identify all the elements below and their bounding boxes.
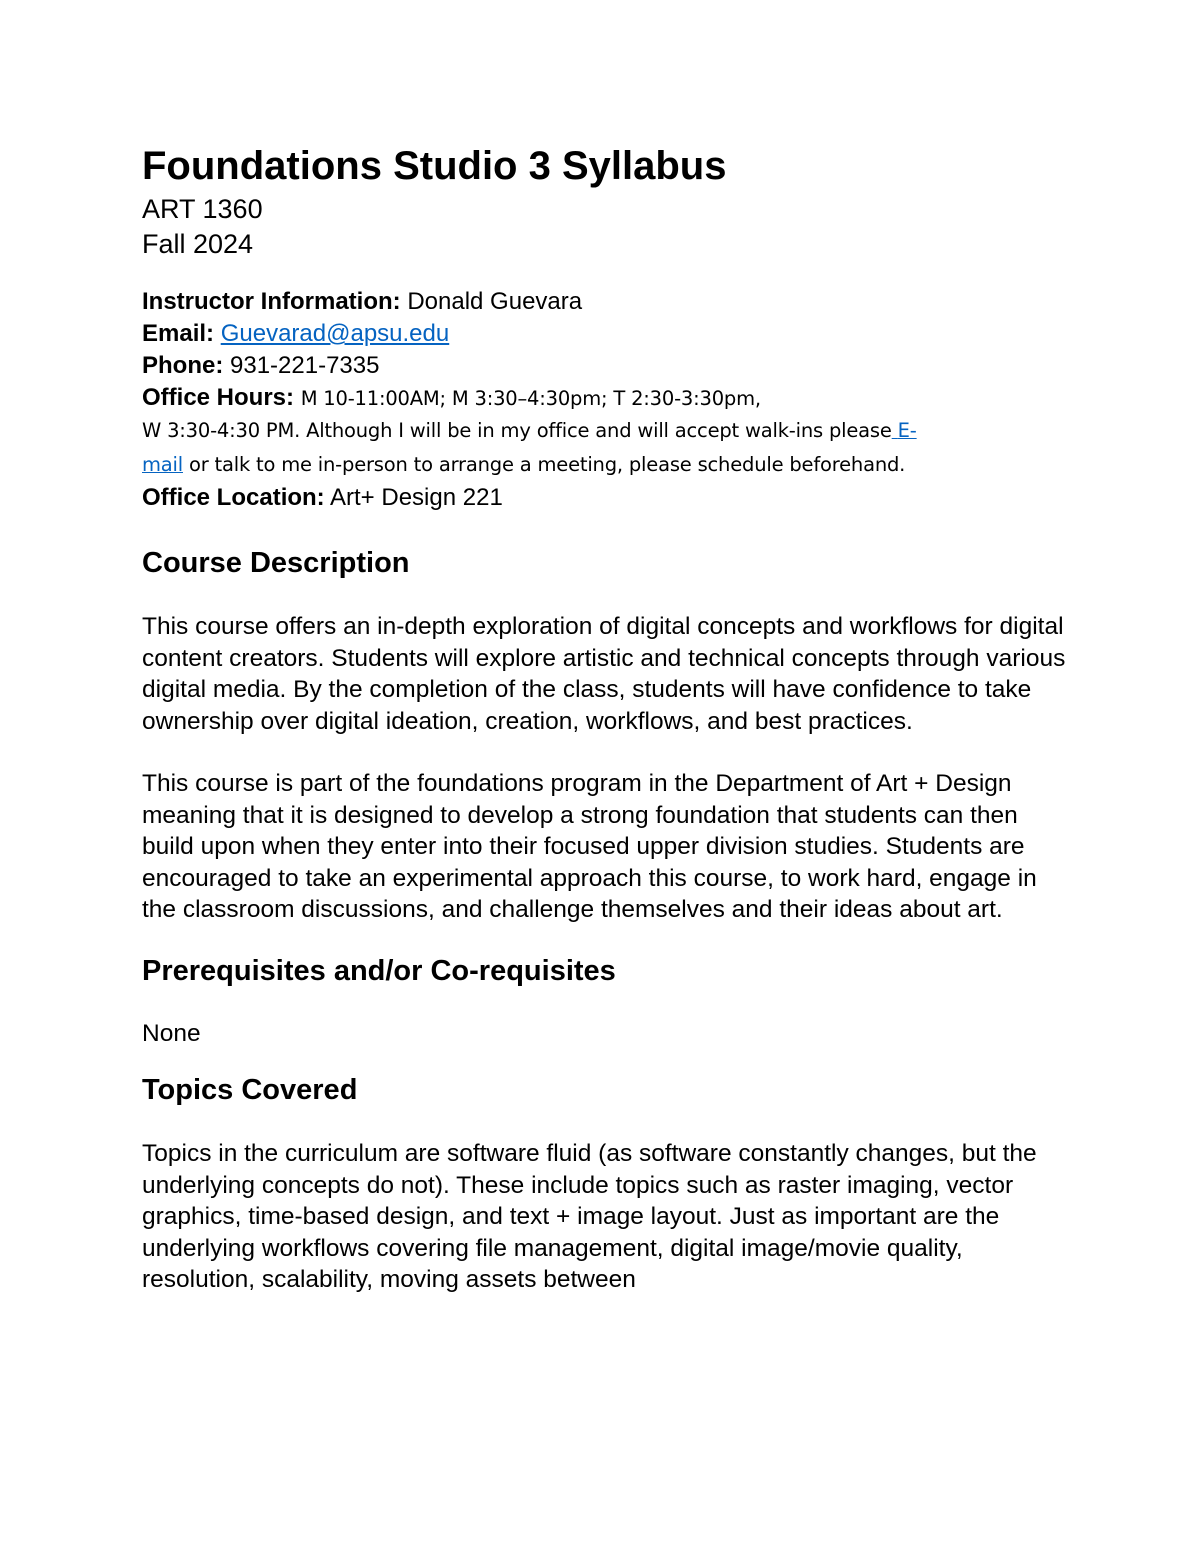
office-hours-label: Office Hours:: [142, 384, 295, 411]
office-location: Art+ Design 221: [330, 484, 503, 511]
course-description-heading: Course Description: [142, 547, 410, 579]
office-location-row: [142, 482, 1072, 514]
phone-number: 931-221-7335: [230, 352, 380, 379]
phone-row: [142, 350, 1072, 382]
instructor-name-label: Instructor Information:: [142, 288, 401, 315]
topics-heading: Topics Covered: [142, 1074, 358, 1106]
instructor-name: Donald Guevara: [407, 288, 583, 315]
phone-label: Phone:: [142, 352, 224, 379]
email-contact-link-part2[interactable]: mail: [142, 453, 183, 476]
email-label: Email:: [142, 320, 215, 347]
course-term: Fall 2024: [142, 229, 254, 259]
syllabus-page: [142, 140, 1072, 1296]
office-hours-line1: M 10-11:00AM; M 3:30–4:30pm; T 2:30-3:30pm,: [300, 387, 761, 410]
office-location-label: Office Location:: [142, 484, 325, 511]
page-title: Foundations Studio 3 Syllabus: [142, 144, 727, 188]
office-hours-row: [142, 382, 1072, 414]
email-link[interactable]: Guevarad@apsu.edu: [220, 320, 450, 347]
course-description-para1: This course offers an in-depth exploration of digital concepts and workflows for digital content creators. Students will explore artistic and technical concepts through various digital media. By the completion of the class, students will have confidence to take ownership over digital ideation, creation, workflows, and best practices.: [142, 613, 1066, 735]
email-row: [142, 318, 1072, 350]
instructor-name-row: [142, 286, 1072, 318]
office-hours-line2: [142, 414, 1072, 448]
office-hours-line2-text: W 3:30-4:30 PM. Although I will be in my office and will accept walk-ins please: [142, 419, 892, 442]
prerequisites-heading: Prerequisites and/or Co-requisites: [142, 954, 616, 987]
office-hours-line3-text: or talk to me in-person to arrange a meeting, please schedule beforehand.: [188, 453, 906, 476]
course-description-para2: This course is part of the foundations program in the Department of Art + Design meaning that it is designed to develop a strong foundation that students can then build upon when they enter into their focused upper division studies. Students are encouraged to take an experimental approach this course, to work hard, engage in the classroom discussions, and challenge themselves and their ideas about art.: [142, 770, 1037, 923]
topics-text: Topics in the curriculum are software fluid (as software constantly changes, but the underlying concepts do not). These include topics such as raster imaging, vector graphics, time-based design, and text + image layout. Just as important are the underlying workflows covering file management, digital image/movie quality, resolution, scalability, moving assets between: [142, 1140, 1037, 1293]
email-contact-link-part1[interactable]: E-: [897, 419, 917, 442]
course-code: ART 1360: [142, 194, 263, 224]
instructor-info: [142, 286, 1072, 514]
office-hours-line3: [142, 448, 1072, 482]
prerequisites-text: None: [142, 1019, 201, 1047]
